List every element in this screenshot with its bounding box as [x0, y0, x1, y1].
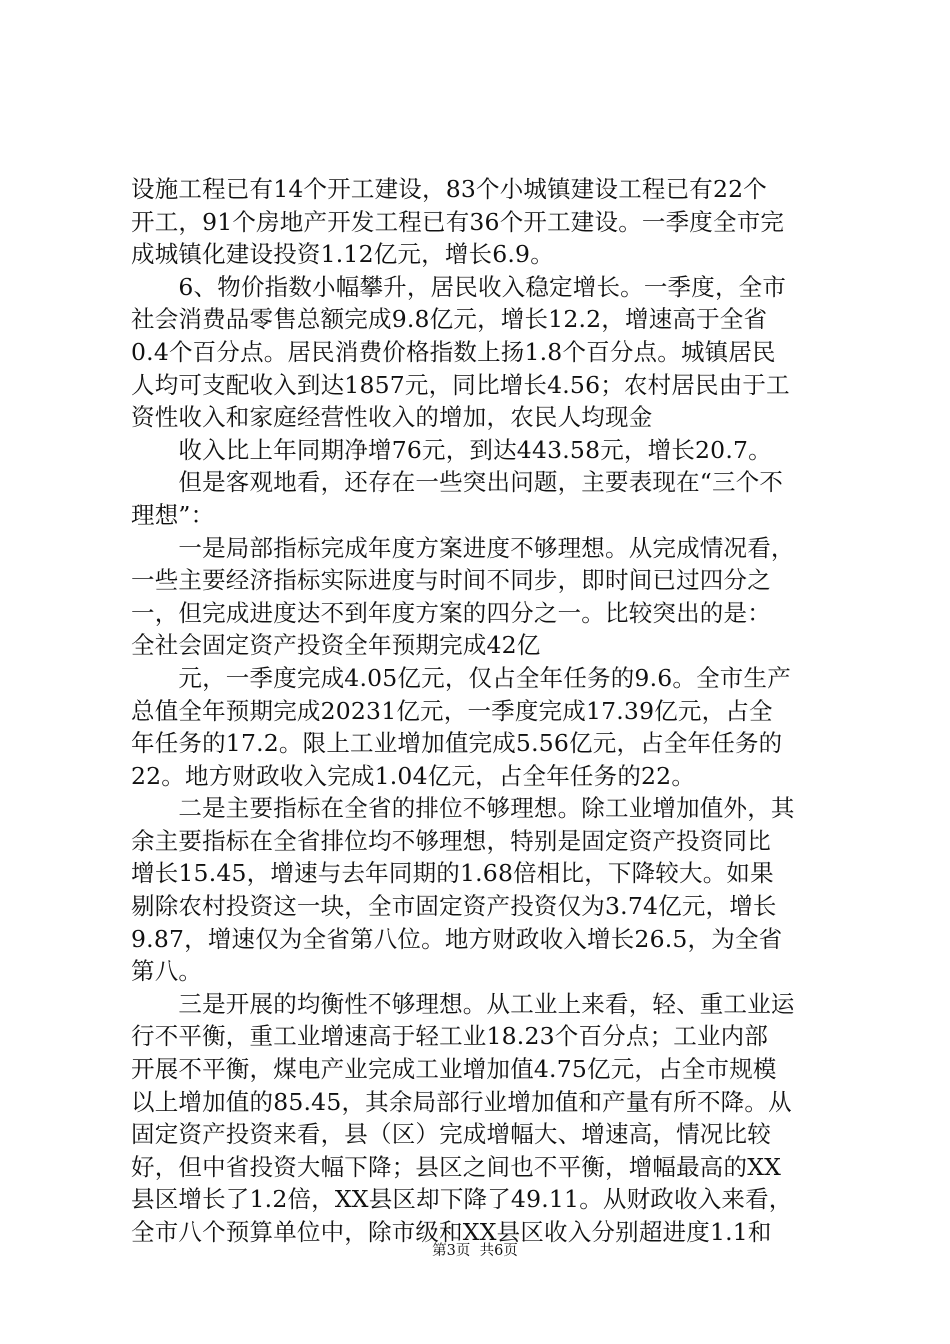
text-line: 行不平衡，重工业增速高于轻工业18.23个百分点；工业内部 [131, 1022, 769, 1051]
text-line: 剔除农村投资这一块，全市固定资产投资仅为3.74亿元，增长 [131, 892, 777, 921]
text-line: 人均可支配收入到达1857元，同比增长4.56；农村居民由于工 [131, 370, 790, 399]
text-line: 22。地方财政收入完成1.04亿元，占全年任务的22。 [131, 761, 696, 790]
text-line: 余主要指标在全省排位均不够理想，特别是固定资产投资同比 [131, 826, 771, 855]
text-line: 全社会固定资产投资全年预期完成42亿 [131, 631, 541, 660]
text-line: 开工，91个房地产开发工程已有36个开工建设。一季度全市完 [131, 207, 785, 236]
text-line: 0.4个百分点。居民消费价格指数上扬1.8个百分点。城镇居民 [131, 337, 776, 366]
text-line: 理想”： [131, 500, 215, 529]
text-line: 6、物价指数小幅攀升，居民收入稳定增长。一季度，全市 [131, 272, 787, 301]
text-line: 以上增加值的85.45，其余局部行业增加值和产量有所不降。从 [131, 1087, 792, 1116]
text-line: 收入比上年同期净增76元，到达443.58元，增长20.7。 [131, 435, 772, 464]
text-line: 三是开展的均衡性不够理想。从工业上来看，轻、重工业运 [131, 989, 795, 1018]
text-line: 增长15.45，增速与去年同期的1.68倍相比，下降较大。如果 [131, 859, 774, 888]
text-line: 二是主要指标在全省的排位不够理想。除工业增加值外，其 [131, 794, 795, 823]
text-line: 元，一季度完成4.05亿元，仅占全年任务的9.6。全市生产 [131, 663, 791, 692]
text-line: 设施工程已有14个开工建设，83个小城镇建设工程已有22个 [131, 175, 768, 203]
text-line: 社会消费品零售总额完成9.8亿元，增长12.2，增速高于全省 [131, 305, 768, 334]
text-line: 总值全年预期完成20231亿元，一季度完成17.39亿元，占全 [131, 696, 773, 725]
text-line: 一些主要经济指标实际进度与时间不同步，即时间已过四分之 [131, 566, 771, 595]
text-line: 固定资产投资来看，县（区）完成增幅大、增速高，情况比较 [131, 1120, 771, 1149]
text-line: 一是局部指标完成年度方案进度不够理想。从完成情况看， [131, 533, 795, 562]
text-line: 资性收入和家庭经营性收入的增加，农民人均现金 [131, 403, 653, 432]
text-line: 开展不平衡，煤电产业完成工业增加值4.75亿元，占全市规模 [131, 1055, 777, 1084]
body-text [131, 173, 831, 1249]
text-line: 第八。 [131, 957, 203, 986]
text-line: 全市八个预算单位中，除市级和XX县区收入分别超进度1.1和 [131, 1218, 772, 1246]
text-line: 成城镇化建设投资1.12亿元，增长6.9。 [131, 240, 554, 269]
text-line: 但是客观地看，还存在一些突出问题，主要表现在“三个不 [131, 468, 784, 497]
text-line: 县区增长了1.2倍，XX县区却下降了49.11。从财政收入来看， [131, 1185, 793, 1214]
text-line: 好，但中省投资大幅下降；县区之间也不平衡，增幅最高的XX [131, 1152, 782, 1181]
text-line: 一，但完成进度达不到年度方案的四分之一。比较突出的是： [131, 598, 771, 627]
text-line: 年任务的17.2。限上工业增加值完成5.56亿元，占全年任务的 [131, 729, 783, 758]
page-footer: 第3页 共6页 [432, 1243, 518, 1259]
text-line: 9.87，增速仅为全省第八位。地方财政收入增长26.5，为全省 [131, 924, 783, 953]
